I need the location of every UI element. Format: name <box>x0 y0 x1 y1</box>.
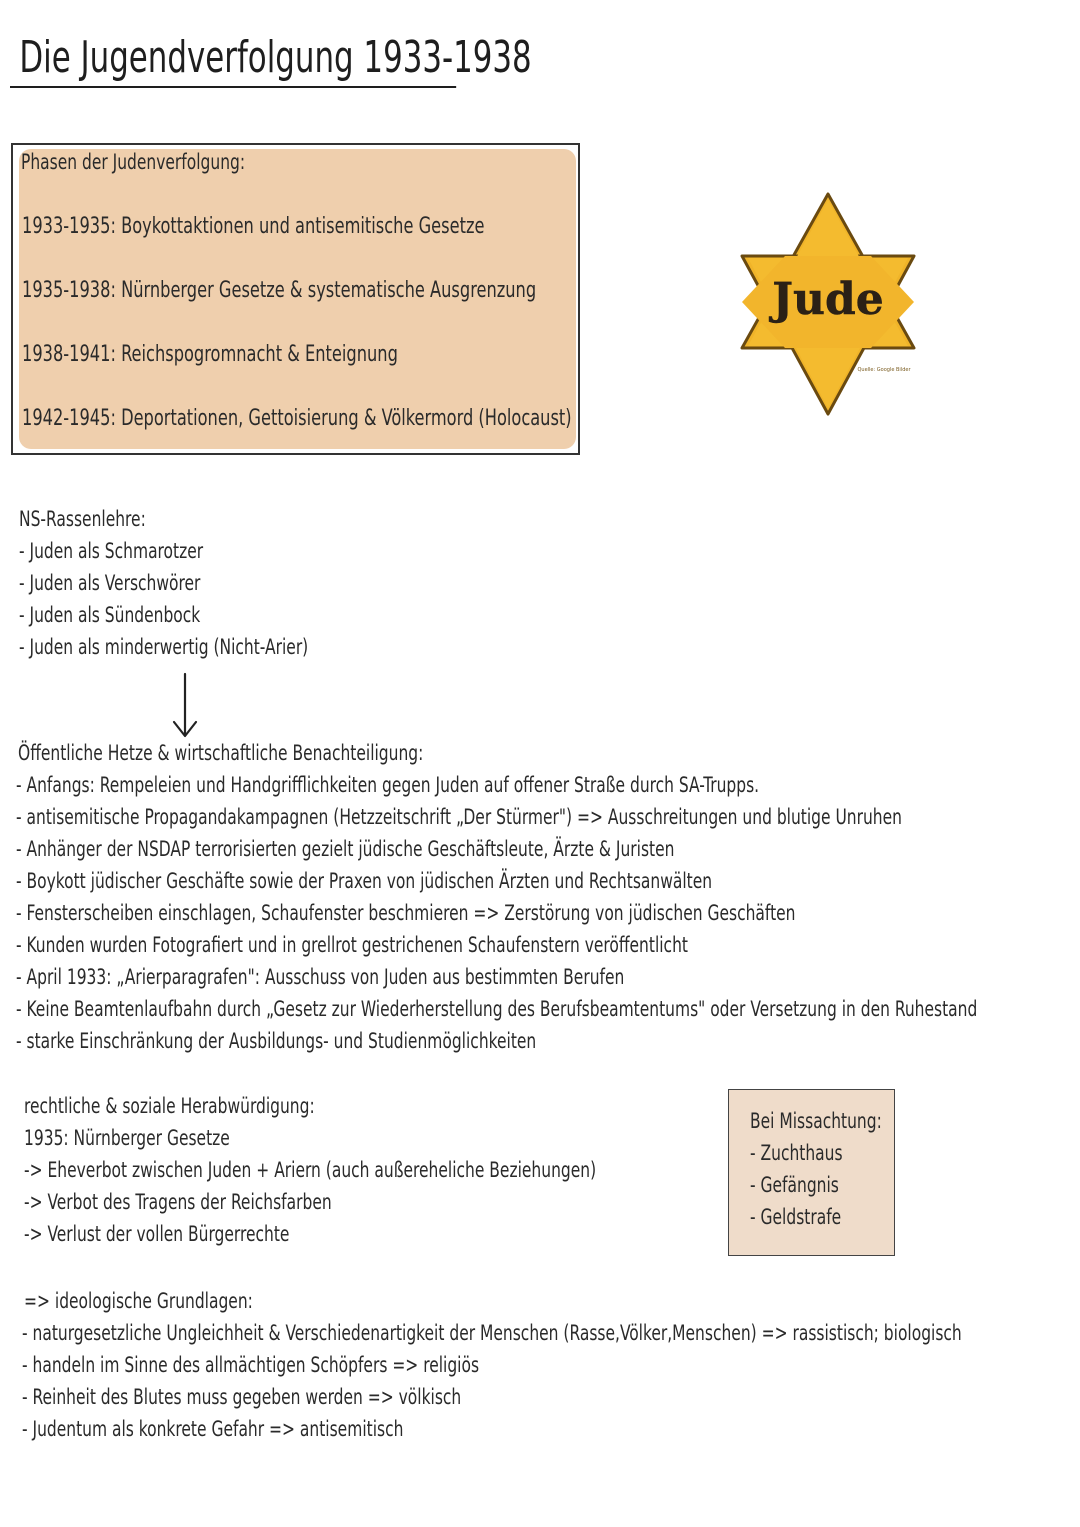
hetze-item-9: - starke Einschränkung der Ausbildungs- und Studienmöglichkeiten <box>16 1029 537 1053</box>
hetze-item-5: - Fensterscheiben einschlagen, Schaufenster beschmieren => Zerstörung von jüdischen Geschäften <box>16 901 796 925</box>
hetze-item-2: - antisemitische Propagandakampagnen (Hetzzeitschrift „Der Stürmer") => Ausschreitungen und blutige Unruhen <box>16 805 902 829</box>
phase-item-3: 1938-1941: Reichspogromnacht & Enteignung <box>22 342 398 367</box>
ideologie-item-1: - naturgesetzliche Ungleichheit & Verschiedenartigkeit der Menschen (Rasse,Völker,Menschen) => rassistisch; biologisch <box>22 1321 962 1345</box>
rechtlich-item-2: -> Eheverbot zwischen Juden + Ariern (auch außereheliche Beziehungen) <box>24 1158 597 1182</box>
image-source: Quelle: Google Bilder <box>857 367 911 373</box>
page-title: Die Jugendverfolgung 1933-1938 <box>10 30 456 88</box>
hetze-item-8: - Keine Beamtenlaufbahn durch „Gesetz zur Wiederherstellung des Berufsbeamtentums" oder Versetzung in den Ruhestand <box>16 997 978 1021</box>
rassenlehre-item-3: - Juden als Sündenbock <box>19 603 201 627</box>
phase-item-1: 1933-1935: Boykottaktionen und antisemitische Gesetze <box>22 214 485 239</box>
ideologie-item-4: - Judentum als konkrete Gefahr => antisemitisch <box>22 1417 404 1441</box>
rechtlich-item-1: 1935: Nürnberger Gesetze <box>24 1126 230 1150</box>
rechtlich-item-4: -> Verlust der vollen Bürgerrechte <box>24 1222 290 1246</box>
ideologie-item-3: - Reinheit des Blutes muss gegeben werden => völkisch <box>22 1385 462 1409</box>
rassenlehre-heading: NS-Rassenlehre: <box>19 507 146 531</box>
rassenlehre-item-1: - Juden als Schmarotzer <box>19 539 204 563</box>
star-of-david-icon <box>736 190 920 418</box>
missachtung-item-1: - Zuchthaus <box>750 1141 843 1165</box>
phases-heading: Phasen der Judenverfolgung: <box>21 150 246 174</box>
hetze-item-6: - Kunden wurden Fotografiert und in grellrot gestrichenen Schaufenstern veröffentlicht <box>16 933 688 957</box>
yellow-star-image <box>736 190 920 418</box>
arrow-down-icon <box>170 672 200 740</box>
phase-item-4: 1942-1945: Deportationen, Gettoisierung & Völkermord (Holocaust) <box>22 406 572 431</box>
hetze-item-4: - Boykott jüdischer Geschäfte sowie der Praxen von jüdischen Ärzten und Rechtsanwälten <box>16 869 713 893</box>
missachtung-heading: Bei Missachtung: <box>750 1109 882 1133</box>
rassenlehre-item-4: - Juden als minderwertig (Nicht-Arier) <box>19 635 309 659</box>
ideologie-heading: => ideologische Grundlagen: <box>24 1289 253 1313</box>
hetze-item-1: - Anfangs: Rempeleien und Handgrifflichkeiten gegen Juden auf offener Straße durch SA-Trupps. <box>16 773 760 797</box>
hetze-heading: Öffentliche Hetze & wirtschaftliche Benachteiligung: <box>18 741 424 765</box>
star-label: Jude <box>772 274 884 325</box>
missachtung-item-2: - Gefängnis <box>750 1173 839 1197</box>
hetze-item-7: - April 1933: „Arierparagrafen": Ausschuss von Juden aus bestimmten Berufen <box>16 965 625 989</box>
rechtlich-heading: rechtliche & soziale Herabwürdigung: <box>24 1094 315 1118</box>
missachtung-item-3: - Geldstrafe <box>750 1205 842 1229</box>
ideologie-item-2: - handeln im Sinne des allmächtigen Schöpfers => religiös <box>22 1353 480 1377</box>
rassenlehre-item-2: - Juden als Verschwörer <box>19 571 201 595</box>
phase-item-2: 1935-1938: Nürnberger Gesetze & systematische Ausgrenzung <box>22 278 537 303</box>
rechtlich-item-3: -> Verbot des Tragens der Reichsfarben <box>24 1190 332 1214</box>
hetze-item-3: - Anhänger der NSDAP terrorisierten gezielt jüdische Geschäftsleute, Ärzte & Juristen <box>16 837 675 861</box>
